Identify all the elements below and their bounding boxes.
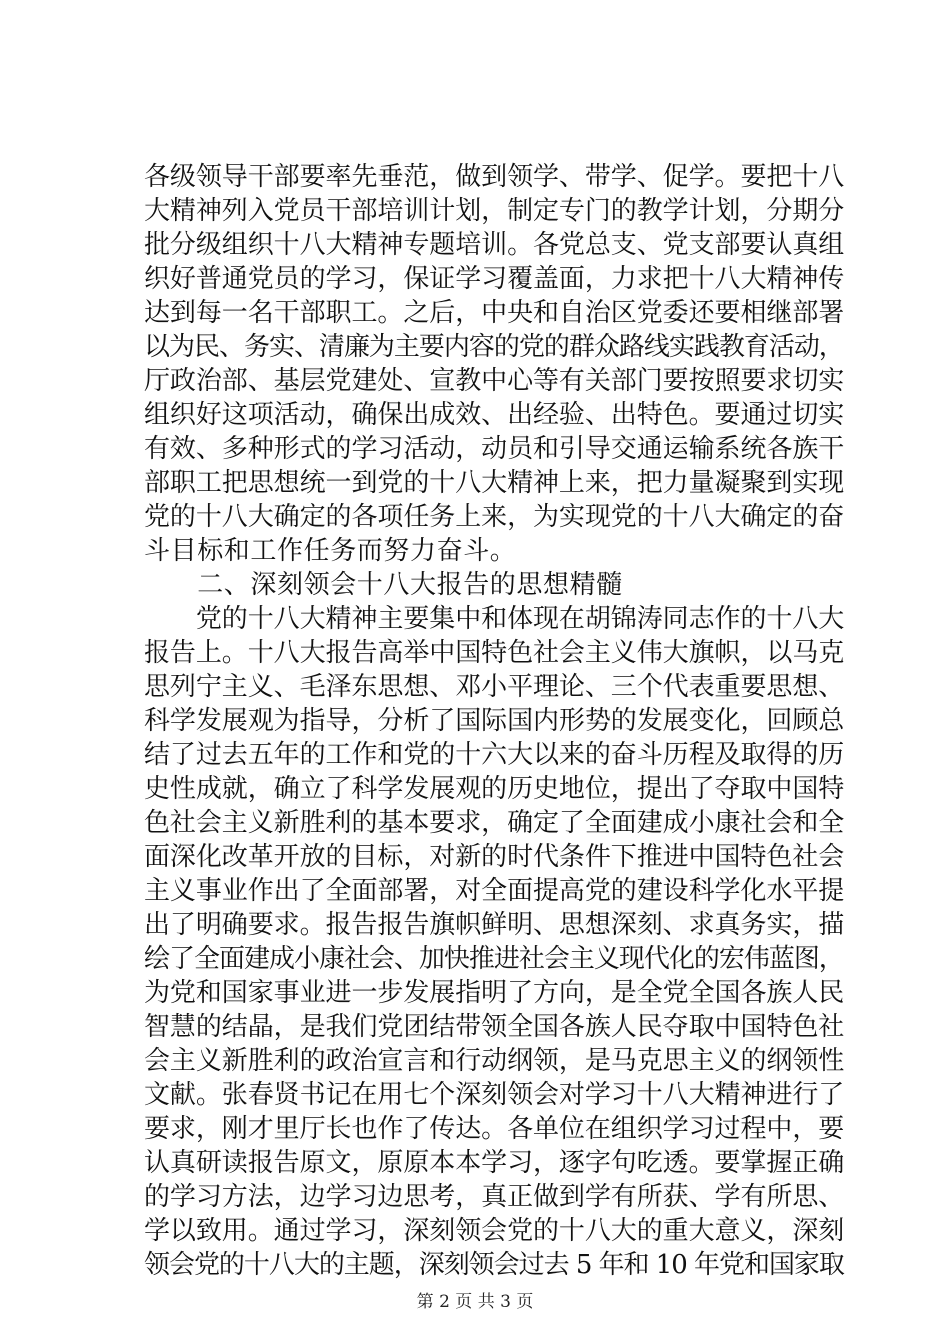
text-line: 批分级组织十八大精神专题培训。各党总支、党支部要认真组 — [144, 230, 845, 260]
text-line: 党的十八大确定的各项任务上来，为实现党的十八大确定的奋 — [144, 502, 845, 532]
text-line: 以为民、务实、清廉为主要内容的党的群众路线实践教育活动， — [144, 332, 844, 362]
text-line: 思列宁主义、毛泽东思想、邓小平理论、三个代表重要思想、 — [144, 672, 845, 702]
text-line: 大精神列入党员干部培训计划，制定专门的教学计划，分期分 — [144, 196, 845, 226]
text-line: 文献。张春贤书记在用七个深刻领会对学习十八大精神进行了 — [144, 1080, 845, 1110]
body-text — [144, 160, 844, 1282]
text-line: 部职工把思想统一到党的十八大精神上来，把力量凝聚到实现 — [144, 468, 845, 498]
text-line: 的学习方法，边学习边思考，真正做到学有所获、学有所思、 — [144, 1182, 845, 1212]
text-line: 面深化改革开放的目标，对新的时代条件下推进中国特色社会 — [144, 842, 845, 872]
text-line: 织好普通党员的学习，保证学习覆盖面，力求把十八大精神传 — [144, 264, 845, 294]
text-line: 出了明确要求。报告报告旗帜鲜明、思想深刻、求真务实，描 — [144, 910, 845, 940]
text-line: 绘了全面建成小康社会、加快推进社会主义现代化的宏伟蓝图， — [144, 944, 844, 974]
text-line: 厅政治部、基层党建处、宣教中心等有关部门要按照要求切实 — [144, 366, 845, 396]
text-line: 色社会主义新胜利的基本要求，确定了全面建成小康社会和全 — [144, 808, 845, 838]
text-line: 科学发展观为指导，分析了国际国内形势的发展变化，回顾总 — [144, 706, 845, 736]
text-line: 有效、多种形式的学习活动，动员和引导交通运输系统各族干 — [144, 434, 845, 464]
text-line: 结了过去五年的工作和党的十六大以来的奋斗历程及取得的历 — [144, 740, 845, 770]
text-line: 领会党的十八大的主题，深刻领会过去 5 年和 10 年党和国家取 — [144, 1250, 844, 1280]
text-line: 史性成就，确立了科学发展观的历史地位，提出了夺取中国特 — [144, 774, 845, 804]
text-line: 学以致用。通过学习，深刻领会党的十八大的重大意义，深刻 — [144, 1216, 845, 1246]
text-line: 智慧的结晶，是我们党团结带领全国各族人民夺取中国特色社 — [144, 1012, 845, 1042]
text-line: 报告上。十八大报告高举中国特色社会主义伟大旗帜，以马克 — [144, 638, 845, 668]
text-line: 会主义新胜利的政治宣言和行动纲领，是马克思主义的纲领性 — [144, 1046, 845, 1076]
text-line: 要求，刚才里厅长也作了传达。各单位在组织学习过程中，要 — [144, 1114, 845, 1144]
text-line: 组织好这项活动，确保出成效、出经验、出特色。要通过切实 — [144, 400, 845, 430]
text-line: 为党和国家事业进一步发展指明了方向，是全党全国各族人民 — [144, 978, 845, 1008]
text-line: 达到每一名干部职工。之后，中央和自治区党委还要相继部署 — [144, 298, 845, 328]
text-line: 二、深刻领会十八大报告的思想精髓 — [144, 570, 623, 600]
text-line: 各级领导干部要率先垂范，做到领学、带学、促学。要把十八 — [144, 162, 845, 192]
page-footer: 第 2 页 共 3 页 — [416, 1292, 534, 1312]
text-line: 主义事业作出了全面部署，对全面提高党的建设科学化水平提 — [144, 876, 845, 906]
text-line: 党的十八大精神主要集中和体现在胡锦涛同志作的十八大 — [144, 604, 845, 634]
text-line: 认真研读报告原文，原原本本学习，逐字句吃透。要掌握正确 — [144, 1148, 845, 1178]
text-line: 斗目标和工作任务而努力奋斗。 — [144, 536, 517, 566]
